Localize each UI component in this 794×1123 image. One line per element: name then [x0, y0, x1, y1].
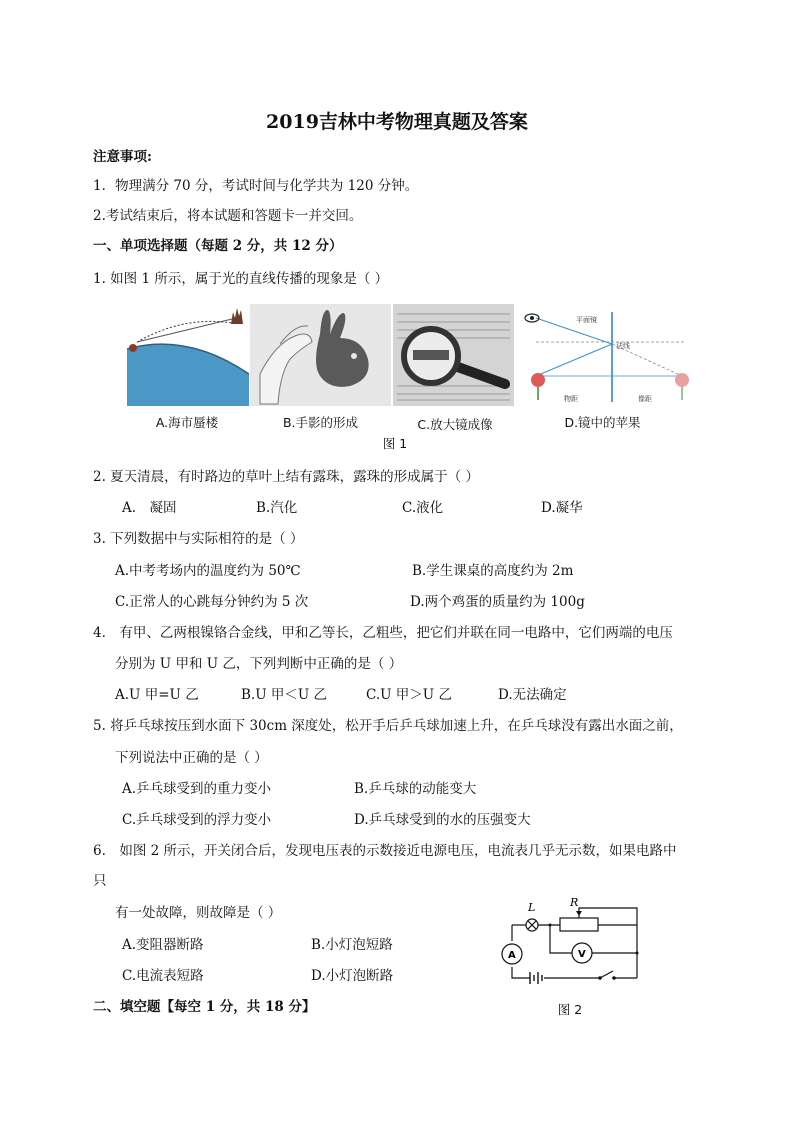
mirror-plane-label: 平面镜 — [576, 316, 597, 324]
q5-stem-line2: 下列说法中正确的是（ ） — [115, 750, 268, 766]
q1-caption-d: D.镜中的苹果 — [564, 415, 641, 430]
q1-stem: 1. 如图 1 所示，属于光的直线传播的现象是（ ） — [93, 271, 389, 287]
q1-caption-c: C.放大镜成像 — [417, 417, 493, 432]
q6-stem-line1b: 只 — [93, 873, 107, 889]
voltmeter-label: V — [578, 949, 586, 960]
q6-option-d: D.小灯泡断路 — [311, 968, 394, 984]
hand-shadow-image — [250, 304, 391, 406]
q5-option-a: A.乒乓球受到的重力变小 — [122, 781, 272, 797]
q1-caption-b: B.手影的形成 — [282, 415, 359, 430]
mirror-object-label: 物距 — [564, 395, 578, 403]
q6-option-c: C.电流表短路 — [122, 968, 204, 984]
mirror-diagram — [516, 304, 695, 406]
notice-item-1: 1．物理满分 70 分，考试时间与化学共为 120 分钟。 — [93, 178, 419, 194]
q6-stem-line2: 有一处故障，则故障是（ ） — [115, 905, 282, 921]
mirror-image-label: 像距 — [638, 395, 652, 403]
q2-option-d: D.凝华 — [541, 500, 583, 516]
notice-heading: 注意事项: — [93, 149, 152, 165]
q4-stem-line2: 分别为 U 甲和 U 乙，下列判断中正确的是（ ） — [115, 656, 403, 672]
q5-option-d: D.乒乓球受到的水的压强变大 — [354, 812, 531, 828]
q5-stem-line1: 5. 将乒乓球按压到水面下 30cm 深度处，松开手后乒乓球加速上升，在乒乓球没有露出水面之前， — [93, 718, 683, 734]
q2-option-b: B.汽化 — [256, 500, 298, 516]
ammeter-label: A — [508, 950, 516, 961]
q4-option-b: B.U 甲＜U 乙 — [241, 687, 328, 703]
circuit-diagram — [492, 895, 642, 990]
mirror-normal-label: 法线 — [616, 342, 630, 350]
q4-stem-line1: 4. 有甲、乙两根镍铬合金线，甲和乙等长，乙粗些，把它们并联在同一电路中，它们两端的电压 — [93, 625, 673, 641]
figure-1-label: 图 1 — [382, 436, 408, 451]
q4-option-a: A.U 甲=U 乙 — [115, 687, 199, 703]
q3-stem: 3. 下列数据中与实际相符的是（ ） — [93, 531, 304, 547]
mirage-image — [127, 304, 249, 406]
figure-2-label: 图 2 — [557, 1002, 583, 1017]
q4-option-d: D.无法确定 — [498, 687, 567, 703]
section2-heading: 二、填空题【每空 1 分，共 18 分】 — [93, 999, 316, 1015]
q5-option-c: C.乒乓球受到的浮力变小 — [122, 812, 272, 828]
q6-stem-line1: 6. 如图 2 所示，开关闭合后，发现电压表的示数接近电源电压，电流表几乎无示数，如果电路中 — [93, 843, 677, 859]
q3-option-b: B.学生课桌的高度约为 2m — [412, 563, 574, 579]
q4-option-c: C.U 甲＞U 乙 — [366, 687, 452, 703]
page-title: 2019吉林中考物理真题及答案 — [266, 111, 528, 133]
rheostat-label: R — [570, 896, 579, 909]
q5-option-b: B.乒乓球的动能变大 — [354, 781, 477, 797]
notice-item-2: 2.考试结束后，将本试题和答题卡一并交回。 — [93, 208, 363, 224]
q3-option-a: A.中考考场内的温度约为 50℃ — [115, 563, 301, 579]
q2-option-c: C.液化 — [402, 500, 444, 516]
q2-stem: 2. 夏天清晨，有时路边的草叶上结有露珠，露珠的形成属于（ ） — [93, 469, 479, 485]
lamp-label: L — [528, 901, 536, 914]
q6-option-b: B.小灯泡短路 — [311, 937, 393, 953]
q3-option-d: D.两个鸡蛋的质量约为 100g — [410, 594, 585, 610]
q6-option-a: A.变阻器断路 — [122, 937, 204, 953]
q1-caption-a: A.海市蜃楼 — [155, 415, 219, 430]
magnifier-image — [393, 304, 514, 406]
q2-option-a: A. 凝固 — [122, 500, 177, 516]
q3-option-c: C.正常人的心跳每分钟约为 5 次 — [115, 594, 309, 610]
section1-heading: 一、单项选择题（每题 2 分，共 12 分） — [93, 238, 343, 254]
